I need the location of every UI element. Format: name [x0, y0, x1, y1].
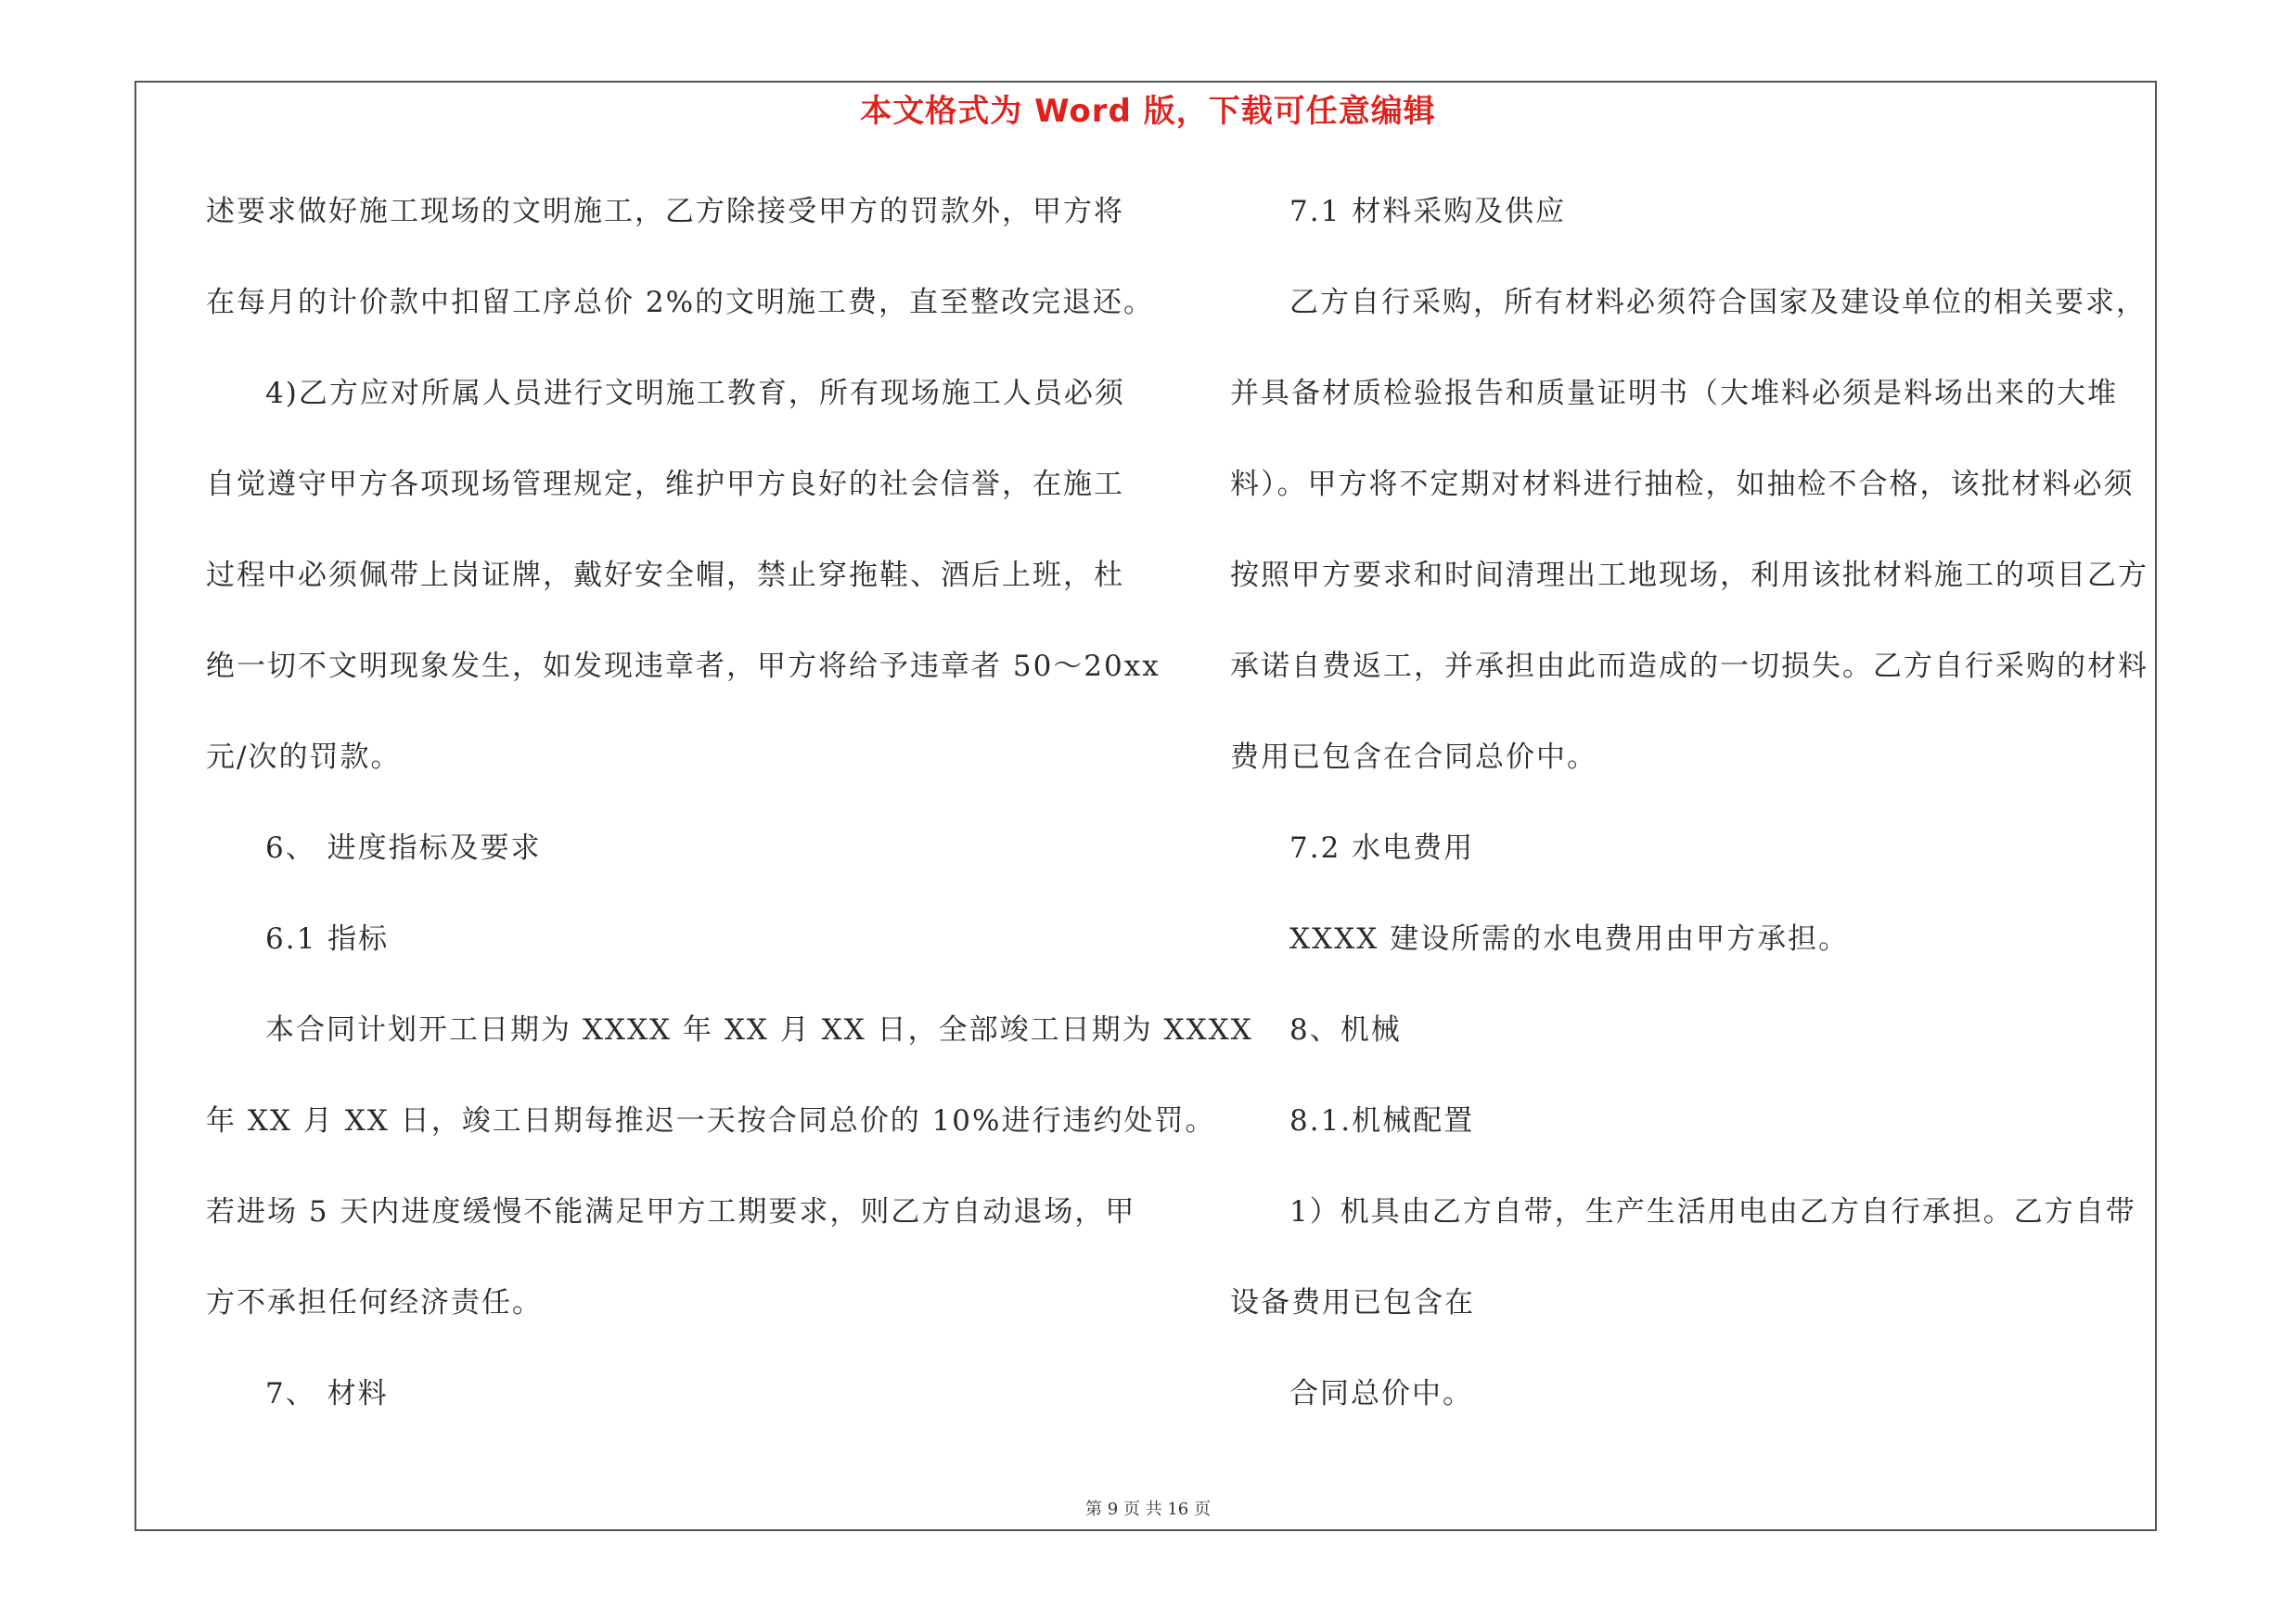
paragraph-line: 4)乙方应对所属人员进行文明施工教育，所有现场施工人员必须	[265, 377, 1125, 410]
paragraph-line: 料）。甲方将不定期对材料进行抽检，如抽检不合格，该批材料必须	[1230, 468, 2135, 501]
section-heading: 8、机械	[1289, 1013, 1402, 1047]
paragraph-line: 1）机具由乙方自带，生产生活用电由乙方自行承担。乙方自带	[1289, 1195, 2136, 1229]
section-heading: 6、 进度指标及要求	[265, 831, 542, 865]
paragraph-line: 绝一切不文明现象发生，如发现违章者，甲方将给予违章者 50～20xx	[206, 650, 1161, 683]
paragraph-line: 在每月的计价款中扣留工序总价 2%的文明施工费，直至整改完退还。	[206, 286, 1155, 319]
paragraph-line: 费用已包含在合同总价中。	[1230, 741, 1597, 774]
paragraph-line: 并具备材质检验报告和质量证明书（大堆料必须是料场出来的大堆	[1230, 377, 2118, 410]
paragraph-line: XXXX 建设所需的水电费用由甲方承担。	[1289, 922, 1850, 956]
left-column	[206, 183, 1253, 1456]
right-column	[1230, 183, 2158, 1456]
paragraph-line: 年 XX 月 XX 日，竣工日期每推迟一天按合同总价的 10%进行违约处罚。	[206, 1104, 1216, 1138]
section-heading: 7、 材料	[265, 1377, 389, 1410]
paragraph-line: 设备费用已包含在	[1230, 1286, 1475, 1320]
paragraph-line: 本合同计划开工日期为 XXXX 年 XX 月 XX 日，全部竣工日期为 XXXX	[265, 1013, 1253, 1047]
paragraph-line: 若进场 5 天内进度缓慢不能满足甲方工期要求，则乙方自动退场，甲	[206, 1195, 1136, 1229]
section-heading: 7.2 水电费用	[1289, 831, 1475, 865]
paragraph-line: 元/次的罚款。	[206, 741, 402, 774]
paragraph-line: 过程中必须佩带上岗证牌，戴好安全帽，禁止穿拖鞋、酒后上班，杜	[206, 559, 1124, 592]
paragraph-line: 承诺自费返工，并承担由此而造成的一切损失。乙方自行采购的材料	[1230, 650, 2148, 683]
paragraph-line: 合同总价中。	[1289, 1377, 1473, 1410]
paragraph-line: 乙方自行采购，所有材料必须符合国家及建设单位的相关要求，	[1289, 286, 2147, 319]
paragraph-line: 方不承担任何经济责任。	[206, 1286, 543, 1320]
paragraph-line: 自觉遵守甲方各项现场管理规定，维护甲方良好的社会信誉，在施工	[206, 468, 1124, 501]
section-heading: 8.1.机械配置	[1289, 1104, 1475, 1138]
paragraph-line: 按照甲方要求和时间清理出工地现场，利用该批材料施工的项目乙方	[1230, 559, 2148, 592]
page-number: 第 9 页 共 16 页	[1085, 1500, 1211, 1519]
section-heading: 6.1 指标	[265, 922, 390, 956]
header-banner: 本文格式为 Word 版，下载可任意编辑	[860, 93, 1436, 130]
section-heading: 7.1 材料采购及供应	[1289, 195, 1567, 228]
paragraph-line: 述要求做好施工现场的文明施工，乙方除接受甲方的罚款外，甲方将	[206, 195, 1124, 228]
